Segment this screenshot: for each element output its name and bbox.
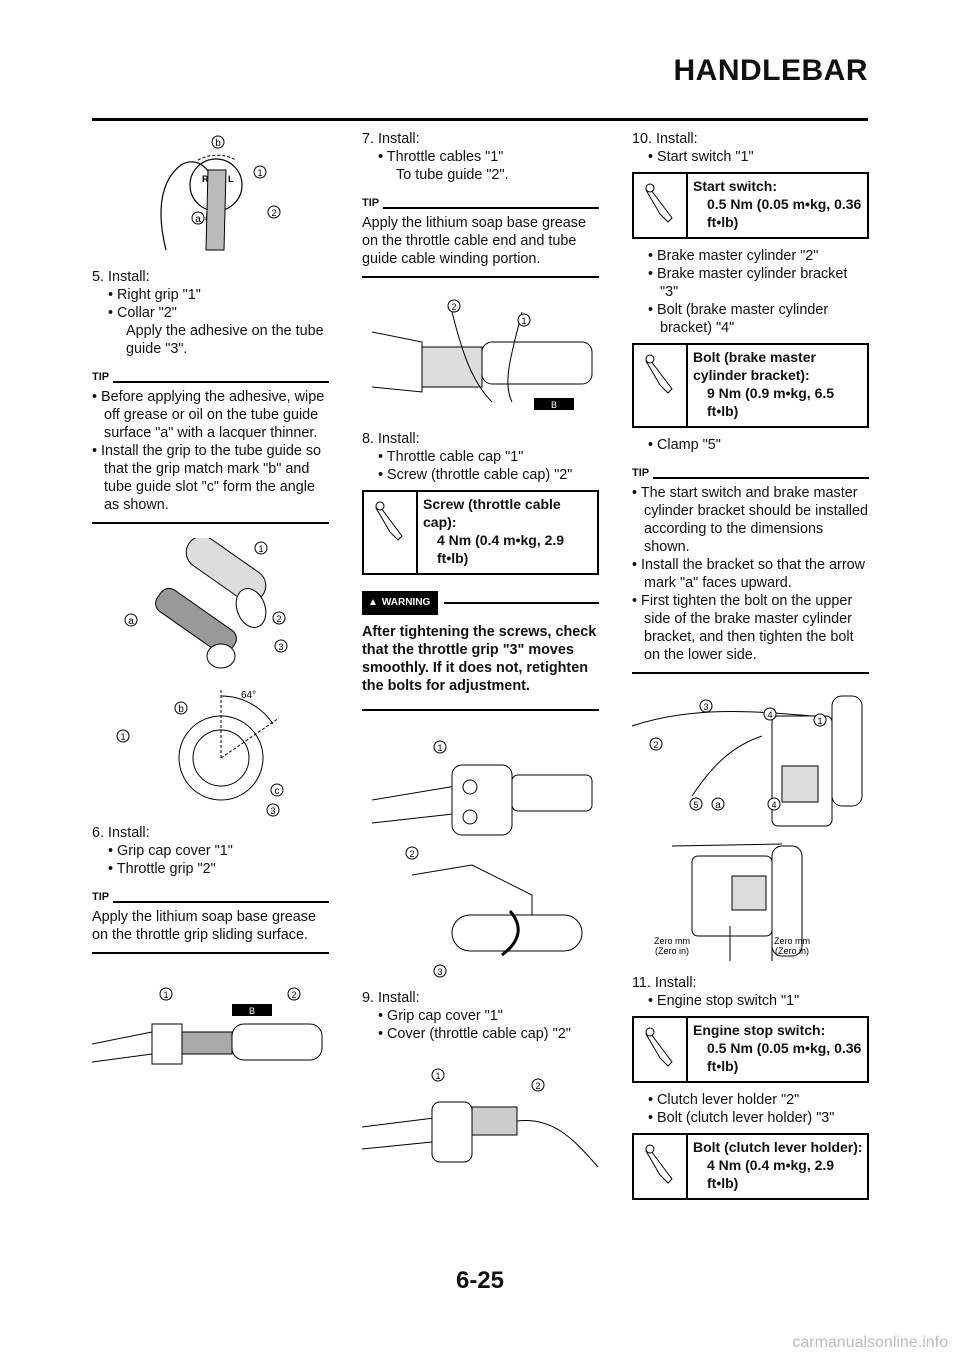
tip3-text: Apply the lithium soap base grease on the throttle cable end and tube guide cable winding portion. [362,215,586,267]
fig8-label-2: 2 [653,740,659,750]
torque-wrench-icon [372,498,408,542]
step-11: 11. Install: [632,975,697,991]
tip-end-4 [632,672,869,674]
torque-box-throttle-cable-screw [362,490,599,575]
fig3-label-1: 1 [119,732,126,742]
torque4-name: Engine stop switch: [693,1022,826,1038]
figure-grip-angle [111,678,311,818]
torque4-value: 0.5 Nm (0.05 m•kg, 0.36 ft•lb) [707,1040,862,1074]
step5-item-1: • Right grip "1" [108,287,201,303]
torque-wrench-icon [642,1141,678,1185]
figure-throttle-grip [92,974,329,1084]
page-title: HANDLEBAR [673,54,868,87]
fig5-label-1: 1 [521,316,527,326]
step8-item-1: • Throttle cable cap "1" [378,449,524,465]
step-7: 7. Install: [362,131,420,147]
watermark: carmanualsonline.info [792,1334,948,1351]
fig4-label-2: 2 [291,990,297,1000]
torque1-name: Screw (throttle cable cap): [423,496,561,530]
warning-text: After tightening the screws, check that the throttle grip "3" moves smoothly. If it does not, retighten the bolts for adjustment. [362,624,597,694]
step7-sub: To tube guide "2". [396,167,509,183]
torque-box-clutch-holder [632,1133,869,1200]
header-rule [92,118,868,121]
figure-start-switch-brake [632,686,869,966]
fig4-label-1: 1 [163,990,169,1000]
fig5-label-2: 2 [451,302,457,312]
fig6-label-2: 2 [409,849,415,860]
step-6: 6. Install: [92,825,150,841]
fig8-zero2b: (Zero in) [774,946,810,956]
warning-header: ▲ WARNING [362,591,599,615]
fig8-label-4b: 4 [771,800,777,810]
warning-end [362,709,599,711]
tip1-item-1: • Before applying the adhesive, wipe off grease or oil on the tube guide surface "a" with a lacquer thinner. [92,389,325,441]
torque-wrench-icon [642,351,678,395]
fig1-label-a: a [194,214,201,225]
fig2-label-2: 2 [275,614,282,624]
figure-grip-collar [111,538,311,678]
tip4-item-2: • Install the bracket so that the arrow mark "a" faces upward. [632,557,866,591]
torque-box-brake-bracket [632,343,869,428]
step9-item-1: • Grip cap cover "1" [378,1008,503,1025]
tip-header-1: TIP [92,368,329,386]
tip4-item-3: • First tighten the bolt on the upper side of the brake master cylinder bracket, and then tighten the bolt on the lower side. [632,593,854,663]
fig6-label-3: 3 [437,967,443,978]
step10-item-1: • Start switch "1" [648,149,754,165]
fig3-label-b: b [177,704,184,715]
step10c-item-1: • Clamp "5" [648,437,721,453]
torque3-name: Bolt (brake master cylinder bracket): [693,349,816,383]
tip-end-3 [362,276,599,278]
column-3 [632,130,869,1208]
fig3-label-3: 3 [269,806,276,816]
fig7-label-1: 1 [435,1071,441,1082]
step-8: 8. Install: [362,431,420,447]
torque3-value: 9 Nm (0.9 m•kg, 6.5 ft•lb) [707,385,835,419]
torque1-value: 4 Nm (0.4 m•kg, 2.9 ft•lb) [437,532,565,566]
fig7-label-2: 2 [535,1081,541,1092]
step5-item-2: • Collar "2" [108,305,177,321]
fig2-label-3: 3 [277,642,284,652]
tip-end-1 [92,522,329,524]
step8-item-2: • Screw (throttle cable cap) "2" [378,467,573,483]
torque-wrench-icon [642,1024,678,1068]
step5-sub: Apply the adhesive on the tube guide "3". [126,323,324,357]
torque-box-engine-stop-switch [632,1016,869,1083]
step9-item-2: • Cover (throttle cable cap) "2" [378,1026,571,1043]
page-number: 6-25 [455,1267,505,1294]
fig1-label-L: L [227,174,233,184]
torque-wrench-icon [642,180,678,224]
figure-grip-alignment [136,130,286,260]
tip1-item-2: • Install the grip to the tube guide so that the grip match mark "b" and tube guide slot "c" form the angle as shown. [92,443,322,513]
fig3-label-c: c [274,786,279,797]
torque2-name: Start switch: [693,178,778,194]
fig1-label-b: b [214,138,221,149]
fig2-label-1: 1 [257,544,264,554]
figure-cable-cover [362,1057,599,1177]
step11b-item-2: • Bolt (clutch lever holder) "3" [648,1110,835,1126]
step11-item-1: • Engine stop switch "1" [648,993,800,1009]
step6-item-2: • Throttle grip "2" [108,861,216,877]
step10b-item-2: • Brake master cylinder bracket "3" [648,266,848,300]
step-10: 10. Install: [632,131,698,147]
fig6-label-1: 1 [437,743,443,754]
torque-box-start-switch [632,172,869,239]
column-1 [92,130,329,1084]
figure-throttle-cable-cap [362,725,599,985]
fig8-zero1: Zero mm [654,936,690,946]
fig8-label-a: a [715,800,721,811]
step-9: 9. Install: [362,990,420,1007]
column-2 [362,130,599,1177]
fig4-label-B: B [248,1006,256,1016]
torque2-value: 0.5 Nm (0.05 m•kg, 0.36 ft•lb) [707,196,862,230]
tip2-text: Apply the lithium soap base grease on the throttle grip sliding surface. [92,909,316,943]
torque5-name: Bolt (clutch lever holder): [693,1139,863,1155]
figure-throttle-cables [362,292,599,422]
fig8-zero2: Zero mm [774,936,810,946]
tip-header-3: TIP [362,194,599,212]
fig5-label-B: B [550,400,558,410]
fig1-label-1: 1 [256,168,263,178]
tip4-item-1: • The start switch and brake master cylinder bracket should be installed according to the dimensions shown. [632,485,868,555]
fig8-label-1: 1 [817,716,823,726]
fig8-zero1b: (Zero in) [654,946,690,956]
fig1-label-2: 2 [270,208,277,218]
step7-item-1: • Throttle cables "1" [378,149,504,165]
tip-header-2: TIP [92,888,329,906]
tip-end-2 [92,952,329,954]
fig8-label-4: 4 [767,710,773,720]
step6-item-1: • Grip cap cover "1" [108,843,233,859]
torque5-value: 4 Nm (0.4 m•kg, 2.9 ft•lb) [707,1157,835,1191]
step10b-item-3: • Bolt (brake master cylinder bracket) "4" [648,302,829,336]
fig2-label-a: a [127,616,134,627]
fig8-label-5: 5 [693,800,699,810]
tip-header-4: TIP [632,464,869,482]
step-5: 5. Install: [92,269,150,285]
step11b-item-1: • Clutch lever holder "2" [648,1092,800,1108]
fig1-label-R: R [201,174,208,184]
step10b-item-1: • Brake master cylinder "2" [648,248,819,264]
warning-icon: ▲ [368,597,378,608]
fig8-label-3: 3 [703,702,709,712]
fig3-label-angle: 64° [240,690,256,701]
